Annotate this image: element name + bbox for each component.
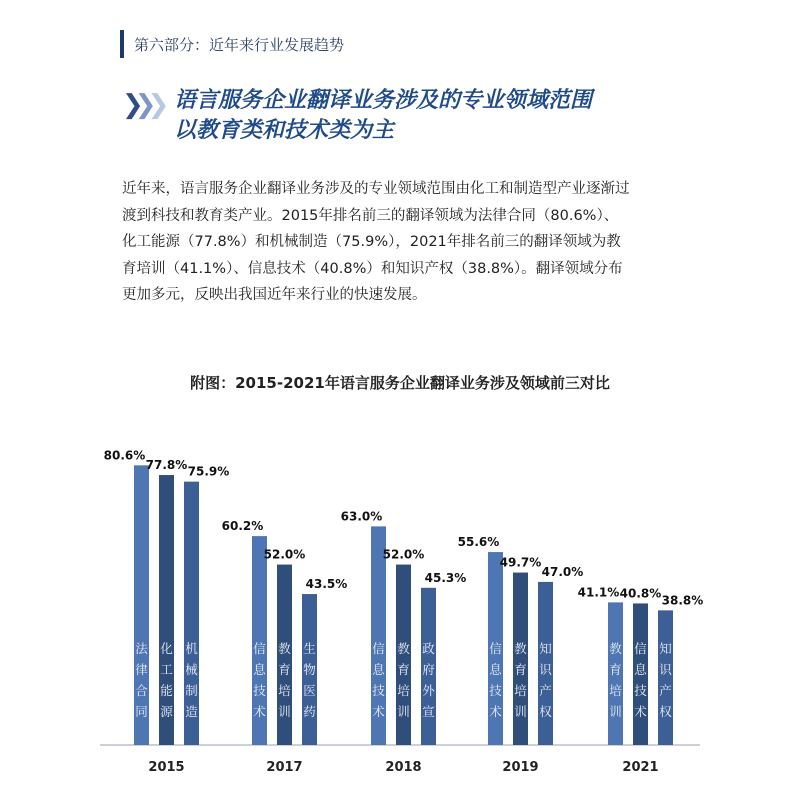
bar-field-label: 培 bbox=[278, 683, 291, 698]
bar-field-label: 培 bbox=[609, 683, 622, 698]
bar-field-label: 识 bbox=[659, 662, 672, 677]
bar-field-label: 术 bbox=[253, 704, 266, 719]
chart-title: 附图：2015-2021年语言服务企业翻译业务涉及领域前三对比 bbox=[190, 374, 610, 392]
bar-field-label: 培 bbox=[397, 683, 410, 698]
bar-field-label: 培 bbox=[514, 683, 527, 698]
data-label: 38.8% bbox=[661, 593, 704, 608]
x-tick-label: 2019 bbox=[502, 760, 539, 775]
intro-line: 化工能源（77.8%）和机械制造（75.9%），2021年排名前三的翻译领域为教 bbox=[122, 234, 621, 250]
data-label: 41.1% bbox=[577, 585, 620, 600]
double-chevron-right-icon: ❯❯❯ bbox=[122, 90, 161, 120]
bar-field-label: 生 bbox=[303, 641, 316, 656]
x-tick-label: 2015 bbox=[148, 760, 185, 775]
intro-line: 育培训（41.1%）、信息技术（40.8%）和知识产权（38.8%）。翻译领域分布 bbox=[122, 260, 623, 277]
data-label: 75.9% bbox=[187, 464, 230, 479]
data-label: 43.5% bbox=[305, 577, 348, 592]
bar-field-label: 机 bbox=[185, 641, 198, 656]
bar-field-label: 息 bbox=[634, 662, 647, 677]
bar-field-label: 合 bbox=[135, 683, 148, 698]
intro-line: 近年来，语言服务企业翻译业务涉及的专业领域范围由化工和制造型产业逐渐过 bbox=[122, 181, 630, 197]
bar-field-label: 医 bbox=[303, 683, 316, 698]
bar-field-label: 育 bbox=[609, 662, 622, 677]
bar-field-label: 外 bbox=[422, 683, 435, 698]
bar-field-label: 工 bbox=[160, 662, 173, 677]
bar-field-label: 教 bbox=[397, 641, 410, 656]
bar-field-label: 信 bbox=[634, 641, 647, 656]
bar-field-label: 育 bbox=[514, 662, 527, 677]
bar-field-label: 产 bbox=[539, 683, 552, 698]
section-label: 第六部分：近年来行业发展趋势 bbox=[134, 35, 345, 54]
bar-field-label: 育 bbox=[278, 662, 291, 677]
bar-field-label: 产 bbox=[659, 683, 672, 698]
bar-field-label: 知 bbox=[659, 641, 672, 656]
data-label: 60.2% bbox=[221, 519, 264, 534]
bar-field-label: 训 bbox=[278, 704, 291, 719]
data-label: 77.8% bbox=[145, 458, 188, 473]
data-label: 47.0% bbox=[541, 564, 584, 579]
data-label: 63.0% bbox=[340, 509, 383, 524]
bar bbox=[658, 610, 673, 745]
bar-field-label: 宣 bbox=[422, 704, 435, 719]
bar-field-label: 息 bbox=[372, 662, 385, 677]
bar-field-label: 律 bbox=[135, 662, 148, 677]
bar-field-label: 权 bbox=[539, 704, 552, 719]
bar-field-label: 物 bbox=[303, 662, 316, 677]
data-label: 52.0% bbox=[263, 547, 306, 562]
bar-field-label: 技 bbox=[634, 683, 647, 698]
data-label: 55.6% bbox=[457, 535, 500, 550]
bar-field-label: 政 bbox=[422, 641, 435, 656]
bar-field-label: 识 bbox=[539, 662, 552, 677]
bar-field-label: 训 bbox=[514, 704, 527, 719]
bar-field-label: 教 bbox=[514, 641, 527, 656]
bar-field-label: 训 bbox=[397, 704, 410, 719]
bar-field-label: 息 bbox=[253, 662, 266, 677]
data-label: 45.3% bbox=[424, 570, 467, 585]
bar-field-label: 药 bbox=[303, 704, 316, 719]
bar-field-label: 技 bbox=[372, 683, 385, 698]
bar-field-label: 能 bbox=[160, 683, 173, 698]
bar-field-label: 府 bbox=[422, 662, 435, 677]
bar-field-label: 训 bbox=[609, 704, 622, 719]
bar-field-label: 信 bbox=[489, 641, 502, 656]
bar-field-label: 源 bbox=[160, 704, 173, 719]
data-label: 80.6% bbox=[103, 448, 146, 463]
data-label: 49.7% bbox=[499, 555, 542, 570]
bar-field-label: 知 bbox=[539, 641, 552, 656]
x-tick-label: 2021 bbox=[622, 760, 659, 775]
bar-field-label: 技 bbox=[253, 683, 266, 698]
bar-field-label: 制 bbox=[185, 683, 198, 698]
bar-field-label: 造 bbox=[185, 704, 198, 719]
bar-field-label: 育 bbox=[397, 662, 410, 677]
bar-field-label: 信 bbox=[372, 641, 385, 656]
data-label: 52.0% bbox=[382, 547, 425, 562]
bar-field-label: 教 bbox=[609, 641, 622, 656]
bar-field-label: 术 bbox=[489, 704, 502, 719]
bar-field-label: 械 bbox=[185, 662, 198, 677]
intro-line: 更加多元，反映出我国近年来行业的快速发展。 bbox=[122, 287, 427, 303]
headline-line-1: 语言服务企业翻译业务涉及的专业领域范围 bbox=[174, 88, 593, 113]
bar-field-label: 权 bbox=[659, 704, 672, 719]
bar-field-label: 信 bbox=[253, 641, 266, 656]
bar-field-label: 术 bbox=[634, 704, 647, 719]
bar-field-label: 息 bbox=[489, 662, 502, 677]
data-label: 40.8% bbox=[619, 586, 662, 601]
intro-line: 渡到科技和教育类产业。2015年排名前三的翻译领域为法律合同（80.6%）、 bbox=[122, 207, 619, 224]
bar bbox=[513, 573, 528, 745]
bar-field-label: 同 bbox=[135, 704, 148, 719]
bar-field-label: 法 bbox=[135, 641, 148, 656]
x-tick-label: 2018 bbox=[385, 760, 422, 775]
bar-field-label: 化 bbox=[160, 641, 173, 656]
bar-field-label: 教 bbox=[278, 641, 291, 656]
bar-field-label: 术 bbox=[372, 704, 385, 719]
bar-field-label: 技 bbox=[489, 683, 502, 698]
headline-line-2: 以教育类和技术类为主 bbox=[174, 118, 395, 143]
x-tick-label: 2017 bbox=[266, 760, 303, 775]
